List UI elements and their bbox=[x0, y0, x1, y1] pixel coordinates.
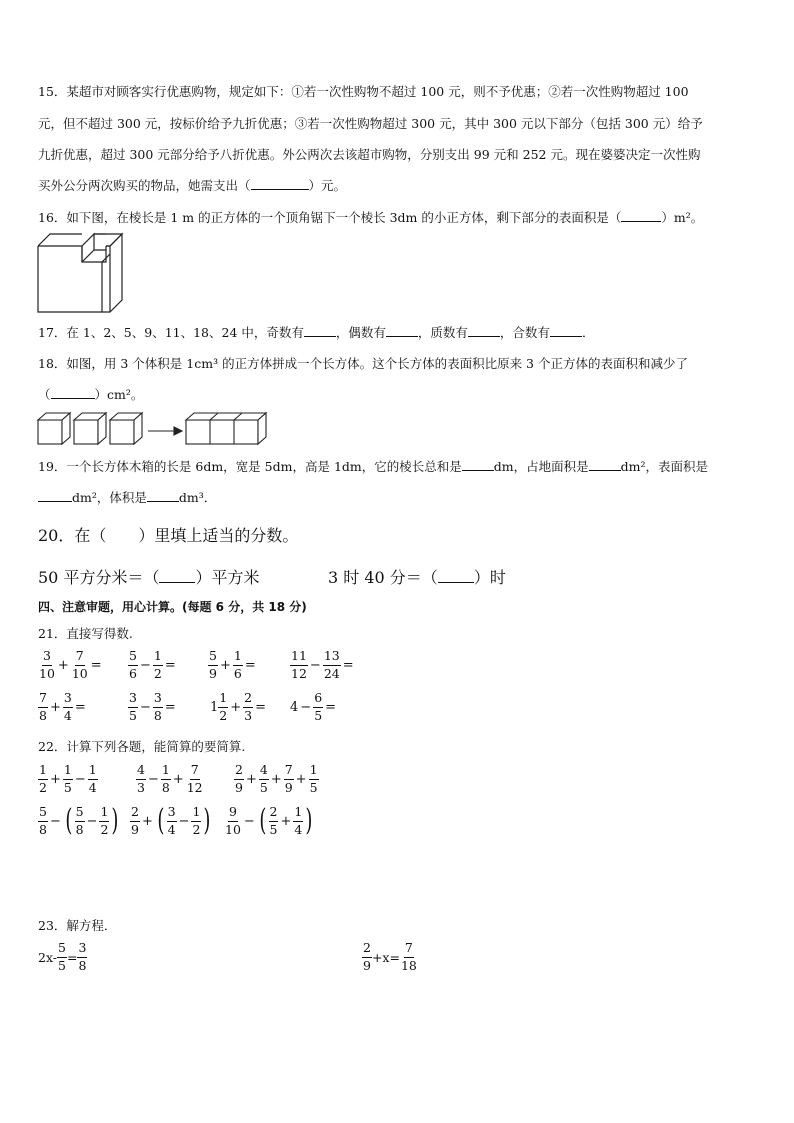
parenthesis: ) bbox=[111, 803, 119, 838]
operator: − bbox=[309, 657, 321, 673]
q15-answer-blank[interactable] bbox=[251, 177, 309, 190]
fraction bbox=[218, 692, 228, 722]
operator: − bbox=[300, 699, 312, 715]
operator: + bbox=[295, 771, 307, 787]
operator: + bbox=[57, 657, 69, 673]
denominator: 9 bbox=[235, 779, 243, 795]
denominator: 2 bbox=[39, 779, 47, 795]
numerator: 3 bbox=[167, 806, 177, 822]
numerator: 13 bbox=[323, 650, 341, 666]
fraction bbox=[161, 764, 171, 794]
q23-equation-1 bbox=[38, 942, 87, 972]
operator: + bbox=[49, 699, 61, 715]
denominator: 4 bbox=[294, 821, 303, 837]
q20-title: 20．在（ ）里填上适当的分数。 bbox=[38, 526, 299, 545]
q23-title: 23．解方程． bbox=[38, 918, 117, 933]
fraction bbox=[293, 806, 303, 836]
fraction bbox=[128, 692, 138, 722]
q19-edge-sum-blank[interactable] bbox=[462, 458, 494, 471]
denominator: 12 bbox=[291, 665, 307, 681]
denominator: 4 bbox=[88, 779, 97, 795]
numerator: 2 bbox=[130, 806, 140, 822]
denominator: 5 bbox=[63, 779, 72, 795]
denominator: 9 bbox=[209, 665, 217, 681]
denominator: 5 bbox=[309, 779, 318, 795]
fraction bbox=[153, 650, 163, 680]
fraction bbox=[362, 942, 372, 972]
operator: 2x- bbox=[38, 949, 58, 965]
q22-expr-6 bbox=[224, 803, 315, 838]
fraction bbox=[234, 764, 244, 794]
operator: + bbox=[245, 771, 257, 787]
denominator: 3 bbox=[137, 779, 145, 795]
denominator: 9 bbox=[131, 821, 139, 837]
denominator: 10 bbox=[39, 665, 55, 681]
q21-title: 21．直接写得数. bbox=[38, 626, 133, 641]
fraction bbox=[313, 692, 323, 722]
denominator: 2 bbox=[153, 665, 162, 681]
q22-expr-1 bbox=[38, 764, 98, 794]
denominator: 10 bbox=[225, 821, 241, 837]
q19-surface-area-blank[interactable] bbox=[38, 489, 72, 502]
q22-expr-4 bbox=[38, 803, 121, 838]
numerator: 1 bbox=[233, 650, 243, 666]
q17-text bbox=[38, 323, 594, 341]
q18-line-1: 18．如图，用 3 个体积是 1cm³ 的正方体拼成一个长方体。这个长方体的表面积比原来 3 个正方体的表面积和减少了 bbox=[38, 356, 688, 371]
numerator: 2 bbox=[234, 764, 244, 780]
q17-text-a: 17．在 1、2、5、9、11、18、24 中，奇数有 bbox=[38, 325, 304, 340]
numerator: 7 bbox=[284, 764, 294, 780]
parenthesis: ) bbox=[305, 803, 313, 838]
operator: = bbox=[66, 949, 78, 965]
denominator: 6 bbox=[233, 665, 242, 681]
q22-title: 22．计算下列各题，能简算的要简算. bbox=[38, 739, 246, 754]
fraction bbox=[167, 806, 177, 836]
operator: + bbox=[280, 813, 292, 829]
fraction bbox=[71, 650, 89, 680]
three-cubes-figure bbox=[36, 410, 272, 446]
fraction bbox=[309, 764, 319, 794]
q21-expr-7 bbox=[210, 692, 268, 722]
denominator: 9 bbox=[363, 957, 371, 973]
denominator: 5 bbox=[58, 957, 66, 973]
q20-p2-blank[interactable] bbox=[438, 570, 474, 583]
numerator: 1 bbox=[218, 692, 228, 708]
denominator: 10 bbox=[71, 665, 88, 681]
fraction bbox=[186, 764, 204, 794]
q15-text-a: 买外公分两次购买的物品，她需支出（ bbox=[38, 178, 251, 193]
operator: = bbox=[90, 657, 102, 673]
q20-p1-blank[interactable] bbox=[159, 570, 195, 583]
q21-expr-8 bbox=[290, 692, 338, 722]
numerator: 1 bbox=[99, 806, 109, 822]
q22-expr-2 bbox=[136, 764, 204, 794]
fraction bbox=[243, 692, 253, 722]
fraction bbox=[128, 650, 138, 680]
q19-text-a: 19．一个长方体木箱的长是 6dm，宽是 5dm，高是 1dm，它的棱长总和是 bbox=[38, 459, 462, 474]
operator: +x= bbox=[371, 949, 400, 965]
fraction bbox=[63, 692, 73, 722]
cube-with-cutout-figure bbox=[36, 232, 126, 314]
q15-line-2: 元，但不超过 300 元，按标价给予九折优惠；③若一次性购物超过 300 元，其中 300 元以下部分（包括 300 元）给予 bbox=[38, 116, 703, 131]
denominator: 4 bbox=[167, 821, 176, 837]
numerator: 1 bbox=[63, 764, 73, 780]
fraction bbox=[38, 806, 48, 836]
operator: − bbox=[74, 771, 86, 787]
fraction bbox=[259, 764, 269, 794]
q17-text-e: ． bbox=[581, 325, 595, 340]
fraction bbox=[130, 806, 140, 836]
fraction bbox=[77, 942, 87, 972]
fraction bbox=[208, 650, 218, 680]
denominator: 5 bbox=[269, 821, 278, 837]
q19-text-c: dm²，表面积是 bbox=[620, 459, 708, 474]
denominator: 24 bbox=[323, 665, 340, 681]
numerator: 7 bbox=[38, 692, 48, 708]
operator: = bbox=[74, 699, 86, 715]
q17-prime-blank[interactable] bbox=[468, 324, 500, 337]
q19-volume-blank[interactable] bbox=[147, 489, 179, 502]
fraction bbox=[38, 692, 48, 722]
operator: − bbox=[243, 813, 255, 829]
numerator: 2 bbox=[269, 806, 279, 822]
q19-line-2 bbox=[38, 488, 216, 506]
operator: − bbox=[147, 771, 159, 787]
numerator: 7 bbox=[404, 942, 414, 958]
q16-text-a: 16．如下图，在棱长是 1 m 的正方体的一个顶角锯下一个棱长 3dm 的小正方体，剩下部分的表面积是（ bbox=[38, 210, 622, 225]
numerator: 5 bbox=[38, 806, 48, 822]
parenthesis: ( bbox=[259, 803, 267, 838]
operator: − bbox=[139, 657, 151, 673]
q16-text bbox=[38, 208, 703, 226]
fraction bbox=[38, 764, 48, 794]
q19-text-d: dm²，体积是 bbox=[72, 490, 147, 505]
operator: + bbox=[141, 813, 153, 829]
operator: = bbox=[164, 699, 176, 715]
numerator: 7 bbox=[75, 650, 85, 666]
parenthesis: ( bbox=[157, 803, 165, 838]
q17-even-blank[interactable] bbox=[386, 324, 418, 337]
fraction bbox=[136, 764, 146, 794]
fraction bbox=[400, 942, 418, 972]
operator: = bbox=[342, 657, 354, 673]
denominator: 8 bbox=[153, 707, 162, 723]
numerator: 1 bbox=[309, 764, 319, 780]
denominator: 8 bbox=[39, 707, 47, 723]
q17-text-d: ，合数有 bbox=[499, 325, 550, 340]
q19-base-area-blank[interactable] bbox=[589, 458, 621, 471]
denominator: 5 bbox=[129, 707, 137, 723]
operator: + bbox=[219, 657, 231, 673]
q18-answer-blank[interactable] bbox=[51, 386, 95, 399]
numerator: 5 bbox=[208, 650, 218, 666]
numerator: 1 bbox=[293, 806, 303, 822]
operator: 1 bbox=[210, 699, 219, 715]
fraction bbox=[75, 806, 85, 836]
operator: − bbox=[86, 813, 98, 829]
denominator: 8 bbox=[78, 957, 87, 973]
q23-equation-2 bbox=[362, 942, 418, 972]
numerator: 4 bbox=[136, 764, 146, 780]
operator: 4 bbox=[290, 699, 299, 715]
operator: − bbox=[139, 699, 151, 715]
fraction bbox=[99, 806, 109, 836]
fraction bbox=[290, 650, 308, 680]
q21-expr-5 bbox=[38, 692, 88, 722]
q15-text-b: ）元。 bbox=[308, 178, 347, 193]
denominator: 8 bbox=[75, 821, 84, 837]
numerator: 1 bbox=[191, 806, 201, 822]
numerator: 6 bbox=[313, 692, 323, 708]
q17-composite-blank[interactable] bbox=[550, 324, 582, 337]
q17-text-c: ，质数有 bbox=[417, 325, 468, 340]
q19-line-1 bbox=[38, 457, 708, 475]
q20-p1-text-a: 50 平方分米＝（ bbox=[38, 568, 160, 587]
section-4-heading: 四、注意审题，用心计算。(每题 6 分，共 18 分) bbox=[38, 600, 307, 614]
fraction bbox=[191, 806, 201, 836]
denominator: 12 bbox=[186, 779, 203, 795]
parenthesis: ( bbox=[65, 803, 73, 838]
denominator: 2 bbox=[192, 821, 201, 837]
numerator: 7 bbox=[190, 764, 200, 780]
q21-expr-1 bbox=[38, 650, 104, 680]
fraction bbox=[153, 692, 163, 722]
q16-text-b: ）m²。 bbox=[661, 210, 704, 225]
fraction bbox=[269, 806, 279, 836]
denominator: 8 bbox=[39, 821, 47, 837]
parenthesis: ) bbox=[203, 803, 211, 838]
operator: − bbox=[178, 813, 190, 829]
numerator: 3 bbox=[63, 692, 73, 708]
fraction bbox=[323, 650, 341, 680]
q18-text-b: ）cm²。 bbox=[94, 387, 144, 402]
numerator: 5 bbox=[57, 942, 67, 958]
q20-part-2 bbox=[328, 565, 506, 588]
denominator: 18 bbox=[400, 957, 417, 973]
q19-text-b: dm，占地面积是 bbox=[493, 459, 589, 474]
q18-line-2 bbox=[38, 385, 143, 403]
fraction bbox=[88, 764, 98, 794]
q15-line-1: 15．某超市对顾客实行优惠购物，规定如下：①若一次性购物不超过 100 元，则不予优惠；②若一次性购物超过 100 bbox=[38, 84, 689, 99]
fraction bbox=[38, 650, 56, 680]
numerator: 2 bbox=[362, 942, 372, 958]
q17-odd-blank[interactable] bbox=[304, 324, 336, 337]
operator: = bbox=[244, 657, 256, 673]
q21-expr-6 bbox=[128, 692, 178, 722]
q18-text-a: （ bbox=[38, 387, 51, 402]
numerator: 9 bbox=[228, 806, 238, 822]
q21-expr-3 bbox=[208, 650, 258, 680]
denominator: 5 bbox=[314, 707, 323, 723]
numerator: 1 bbox=[38, 764, 48, 780]
q21-expr-4 bbox=[290, 650, 356, 680]
numerator: 3 bbox=[128, 692, 138, 708]
q20-part-1 bbox=[38, 565, 259, 588]
q21-expr-2 bbox=[128, 650, 178, 680]
q17-text-b: ，偶数有 bbox=[335, 325, 386, 340]
numerator: 3 bbox=[153, 692, 163, 708]
numerator: 4 bbox=[259, 764, 269, 780]
operator: = bbox=[164, 657, 176, 673]
denominator: 2 bbox=[219, 707, 228, 723]
numerator: 5 bbox=[75, 806, 85, 822]
q22-expr-5 bbox=[130, 803, 213, 838]
denominator: 9 bbox=[284, 779, 293, 795]
q22-expr-3 bbox=[234, 764, 319, 794]
operator: + bbox=[49, 771, 61, 787]
operator: = bbox=[325, 699, 337, 715]
operator: + bbox=[270, 771, 282, 787]
denominator: 2 bbox=[100, 821, 109, 837]
q16-answer-blank[interactable] bbox=[621, 209, 661, 222]
denominator: 5 bbox=[259, 779, 268, 795]
q20-p2-text-b: ）时 bbox=[473, 568, 506, 587]
denominator: 3 bbox=[244, 707, 253, 723]
q15-line-4 bbox=[38, 176, 346, 194]
fraction bbox=[233, 650, 243, 680]
operator: + bbox=[172, 771, 184, 787]
q20-p2-text-a: 3 时 40 分＝（ bbox=[328, 568, 438, 587]
numerator: 11 bbox=[290, 650, 308, 666]
numerator: 1 bbox=[153, 650, 163, 666]
numerator: 5 bbox=[128, 650, 138, 666]
numerator: 3 bbox=[77, 942, 87, 958]
operator: = bbox=[255, 699, 266, 715]
fraction bbox=[284, 764, 294, 794]
fraction bbox=[224, 806, 242, 836]
denominator: 6 bbox=[129, 665, 137, 681]
denominator: 8 bbox=[161, 779, 170, 795]
q20-p1-text-b: ）平方米 bbox=[195, 568, 260, 587]
numerator: 1 bbox=[88, 764, 98, 780]
numerator: 1 bbox=[161, 764, 171, 780]
fraction bbox=[63, 764, 73, 794]
numerator: 3 bbox=[42, 650, 52, 666]
q15-line-3: 九折优惠，超过 300 元部分给予八折优惠。外公两次去该超市购物，分别支出 99 元和 252 元。现在婆婆决定一次性购 bbox=[38, 147, 701, 162]
q19-text-e: dm³． bbox=[178, 490, 217, 505]
operator: + bbox=[230, 699, 242, 715]
fraction bbox=[57, 942, 67, 972]
numerator: 2 bbox=[243, 692, 253, 708]
denominator: 4 bbox=[63, 707, 72, 723]
operator: − bbox=[49, 813, 61, 829]
